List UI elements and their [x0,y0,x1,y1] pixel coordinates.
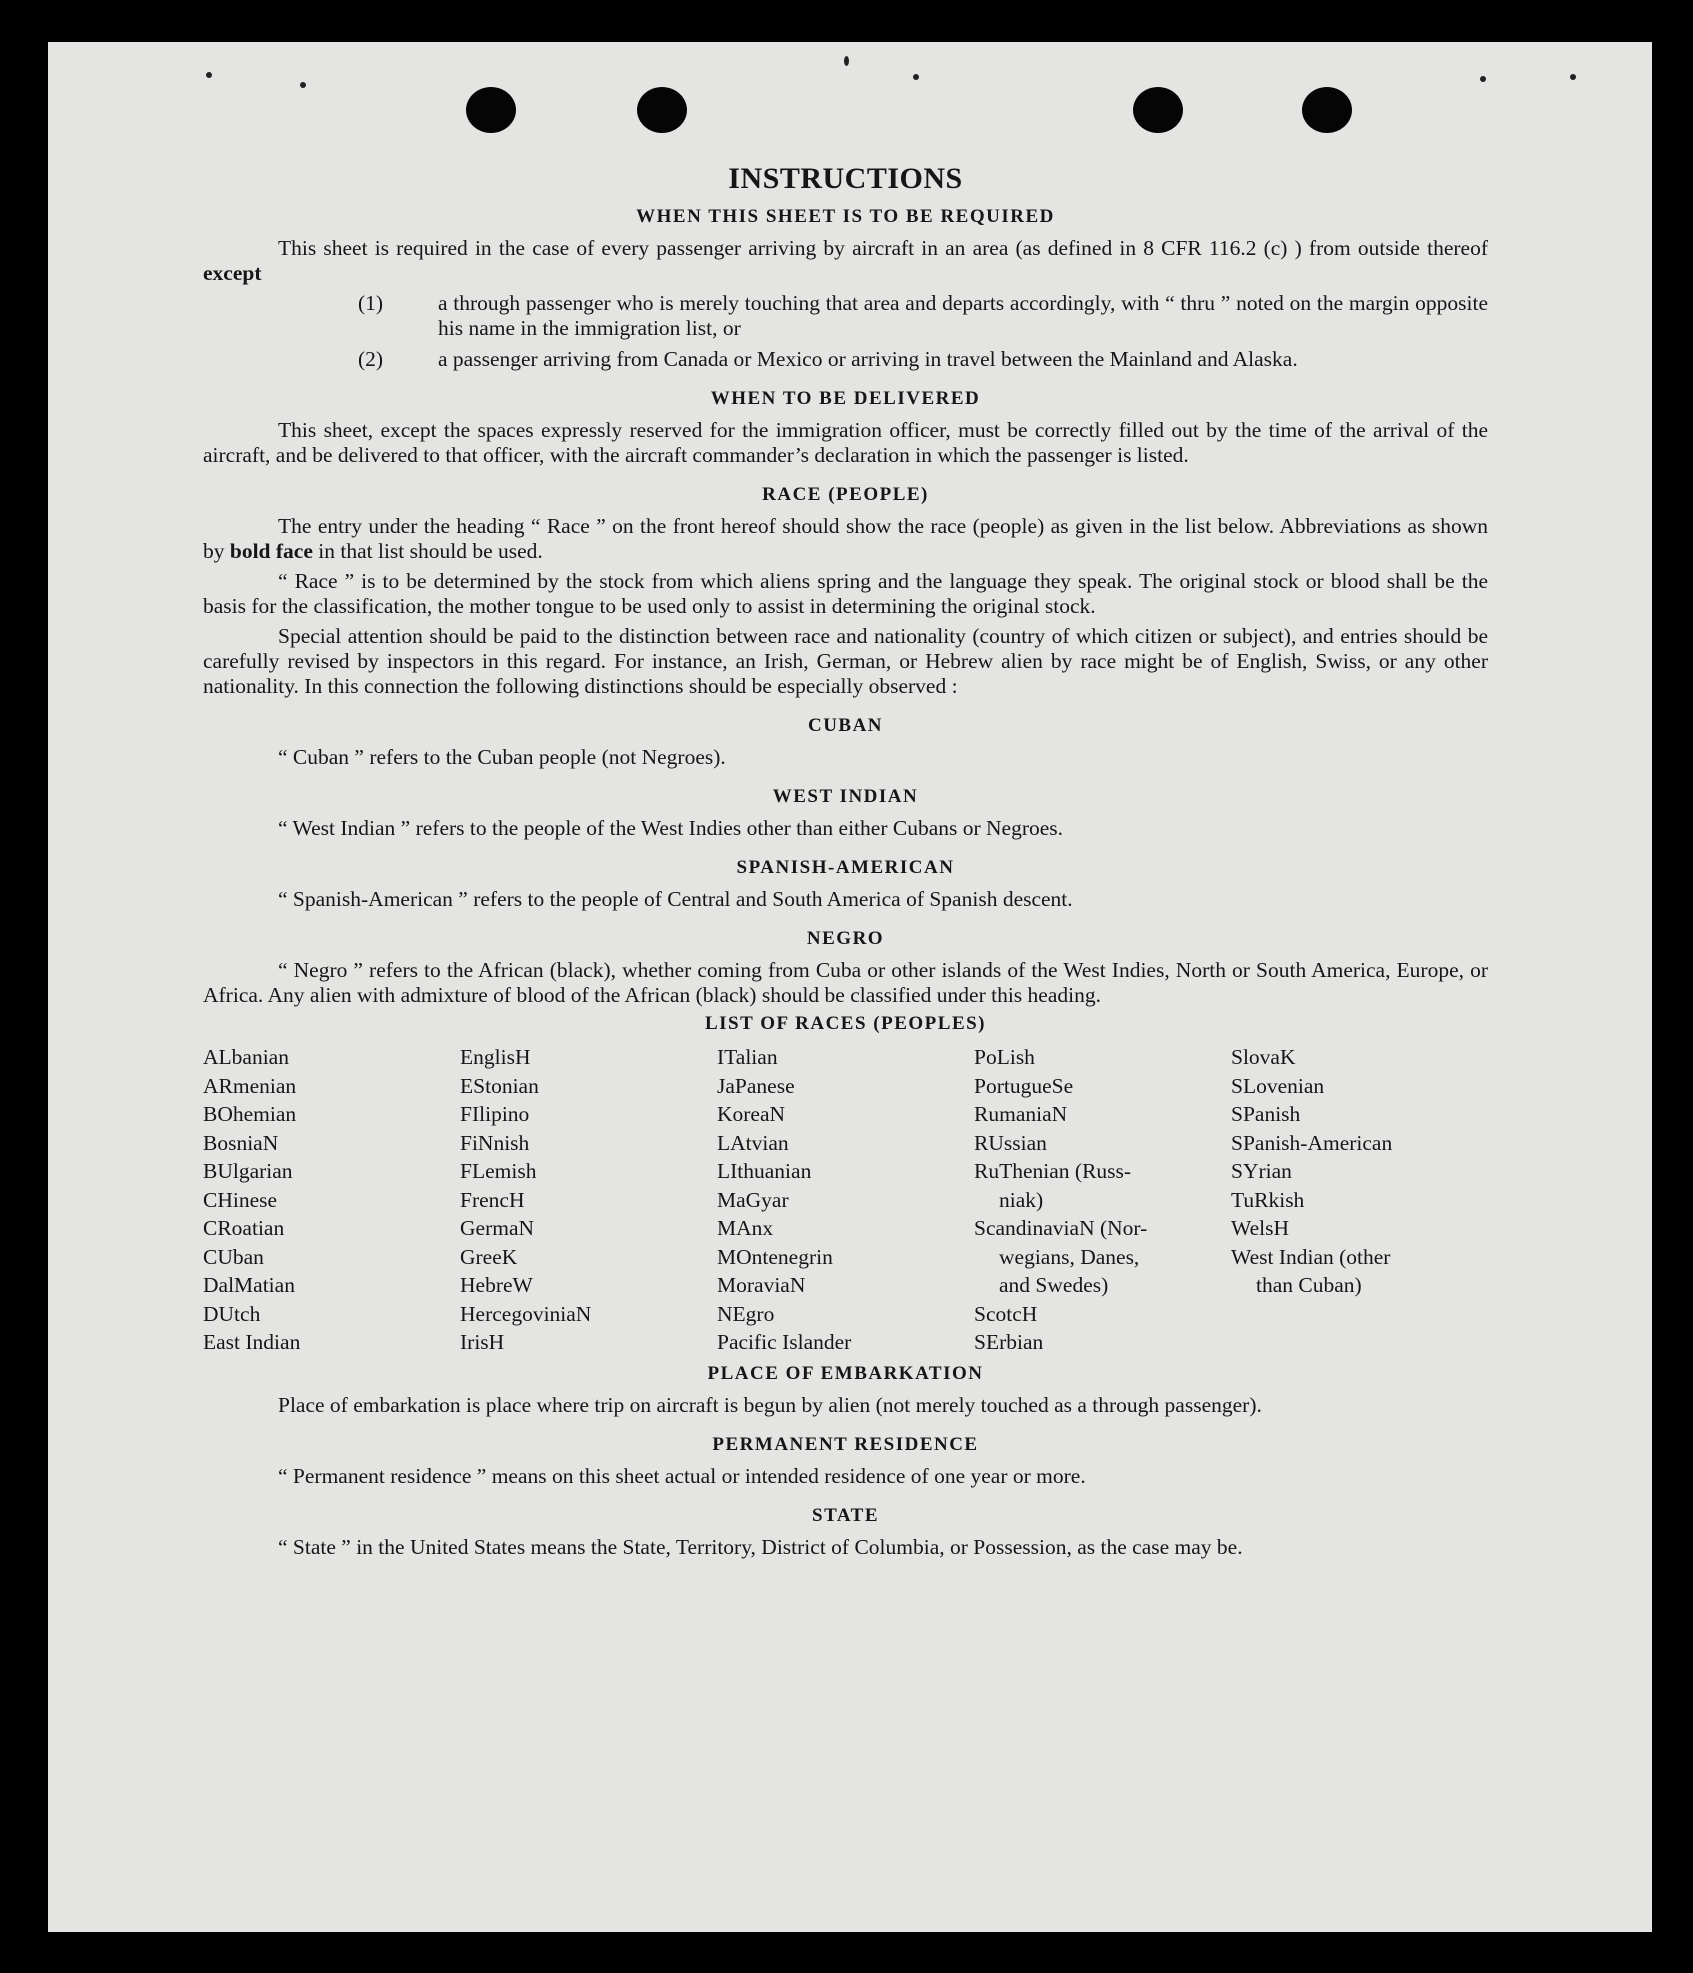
race-entry: HercegoviniaN [460,1301,592,1326]
race-entry: SYrian [1231,1159,1292,1183]
heading-when-required: WHEN THIS SHEET IS TO BE REQUIRED [636,206,1055,227]
race-entry: BUlgarian [203,1159,293,1183]
race-entry: BosniaN [203,1130,279,1155]
punch-hole [1302,87,1352,133]
race-entry: West Indian (other [1231,1244,1391,1269]
heading-when-delivered: WHEN TO BE DELIVERED [710,388,981,409]
race-entry: WelsH [1231,1216,1289,1240]
race-entry: JaPanese [717,1073,795,1098]
race-entry: FLemish [460,1159,537,1183]
paragraph-negro: “ Negro ” refers to the African (black), whether coming from Cuba or other islands of the West Indies, North or South America, Europe, or Africa. Any alien with admixture of blood of the African (black) should be classified under this heading. [203,958,1488,1007]
race-entry-continued: wegians, Danes, [999,1244,1140,1269]
heading-west-indian: WEST INDIAN [772,786,919,807]
race-entry: ScandinaviaN (Nor- [974,1216,1148,1240]
race-entry: GermaN [460,1216,535,1240]
race-entry: SlovaK [1231,1045,1296,1069]
page-title: INSTRUCTIONS [728,162,963,195]
race-entry: DUtch [203,1301,261,1326]
race-entry: BOhemian [203,1102,297,1126]
race-entry: NEgro [717,1301,775,1326]
speck [913,74,919,80]
race-entry: MAnx [717,1216,774,1240]
races-column [1231,1043,1488,1357]
list-item [203,347,1488,372]
race-entry: RUssian [974,1130,1047,1155]
race-entry: MaGyar [717,1187,789,1212]
race-entry: FiNnish [460,1130,530,1155]
paragraph-race-3: Special attention should be paid to the distinction between race and nationality (country of which citizen or subject), and entries should be carefully revised by inspectors in this regard. For instance, an Irish, German, or Hebrew alien by race might be of English, Swiss, or any other nationality. In this connection the following distinctions should be especially observed : [203,624,1488,698]
item-number: (2) [358,347,384,371]
race-entry: IrisH [460,1330,505,1354]
race-entry: CRoatian [203,1216,285,1240]
races-list [203,1043,1488,1357]
paragraph-when-delivered: This sheet, except the spaces expressly reserved for the immigration officer, must be correctly filled out by the time of the arrival of the aircraft, and be delivered to that officer, with the aircraft commander’s declaration in which the passenger is listed. [203,418,1488,467]
race-entry: GreeK [460,1244,518,1269]
heading-embarkation: PLACE OF EMBARKATION [707,1362,984,1384]
paragraph-embarkation: Place of embarkation is place where trip on aircraft is begun by alien (not merely touched as a through passenger). [278,1392,1262,1417]
bold-except: except [203,261,262,285]
race-entry: RuThenian (Russ- [974,1159,1132,1183]
paragraph-state: “ State ” in the United States means the State, Territory, District of Columbia, or Possession, as the case may be. [278,1534,1243,1559]
race-entry: MoraviaN [717,1273,806,1297]
race-entry: East Indian [203,1330,301,1354]
race-entry: LAtvian [717,1130,789,1155]
paragraph-race-1: The entry under the heading “ Race ” on the front hereof should show the race (people) as given in the list below. Abbreviations as shown by bold face in that list should be used. [203,514,1488,563]
race-entry: DalMatian [203,1273,295,1297]
document-sheet [48,42,1652,1932]
race-entry: SErbian [974,1330,1044,1354]
race-entry: PoLish [974,1045,1035,1069]
speck [206,72,212,78]
paragraph-permanent-residence: “ Permanent residence ” means on this sheet actual or intended residence of one year or more. [278,1463,1086,1488]
paragraph-when-required: This sheet is required in the case of every passenger arriving by aircraft in an area (as defined in 8 CFR 116.2 (c) ) from outside thereof except [203,236,1488,285]
race-entry: TuRkish [1231,1187,1305,1212]
race-entry: SPanish [1231,1102,1301,1126]
race-entry: CUban [203,1244,264,1269]
heading-spanish-american: SPANISH-AMERICAN [736,857,955,878]
heading-list-of-races: LIST OF RACES (PEOPLES) [704,1013,987,1034]
paragraph-spanish-american: “ Spanish-American ” refers to the people of Central and South America of Spanish descent. [278,887,1073,911]
race-entry: PortugueSe [974,1073,1074,1098]
races-column [717,1043,974,1357]
race-entry: FrencH [460,1187,525,1212]
punch-hole [1133,87,1183,133]
speck [1570,74,1576,80]
speck [300,82,306,88]
item-text: a passenger arriving from Canada or Mexico or arriving in travel between the Mainland and Alaska. [438,347,1298,371]
race-entry: MOntenegrin [717,1244,833,1269]
race-entry: ScotcH [974,1301,1038,1326]
races-column [974,1043,1231,1357]
race-entry: ITalian [717,1045,778,1069]
punch-hole [466,87,516,133]
race-entry: LIthuanian [717,1159,812,1183]
speck [1480,76,1486,82]
item-number: (1) [358,291,384,315]
paragraph-west-indian: “ West Indian ” refers to the people of the West Indies other than either Cubans or Negroes. [278,816,1064,840]
heading-race: RACE (PEOPLE) [762,484,929,505]
race-entry: ALbanian [203,1045,289,1069]
race-entry: HebreW [460,1273,533,1297]
race-entry: KoreaN [717,1102,786,1126]
heading-state: STATE [812,1504,879,1526]
paragraph-cuban: “ Cuban ” refers to the Cuban people (not Negroes). [278,745,726,769]
race-entry: ARmenian [203,1073,297,1098]
heading-cuban: CUBAN [807,715,884,736]
race-entry: SPanish-American [1231,1130,1393,1155]
race-entry-continued: and Swedes) [999,1273,1109,1297]
item-text: a through passenger who is merely touching that area and departs accordingly, with “ thru ” noted on the margin opposite his name in the immigration list, or [438,291,1488,340]
race-entry: FIlipino [460,1102,530,1126]
race-entry: CHinese [203,1187,278,1212]
races-column [460,1043,717,1357]
list-item [203,291,1488,341]
race-entry-continued: than Cuban) [1256,1273,1362,1297]
heading-permanent-residence: PERMANENT RESIDENCE [712,1433,979,1455]
instructions-body [203,162,1488,1565]
race-entry: EnglisH [460,1045,531,1069]
heading-negro: NEGRO [806,928,885,949]
races-column [203,1043,460,1357]
punch-hole [637,87,687,133]
race-entry-continued: niak) [999,1187,1044,1212]
paragraph-race-2: “ Race ” is to be determined by the stock from which aliens spring and the language they speak. The original stock or blood shall be the basis for the classification, the mother tongue to be used only to assist in determining the original stock. [203,569,1488,618]
bold-face-text: bold face [229,539,313,563]
race-entry: Pacific Islander [717,1330,852,1354]
race-entry: RumaniaN [974,1102,1068,1126]
race-entry: SLovenian [1231,1073,1325,1098]
speck [844,56,849,66]
race-entry: EStonian [460,1073,539,1098]
